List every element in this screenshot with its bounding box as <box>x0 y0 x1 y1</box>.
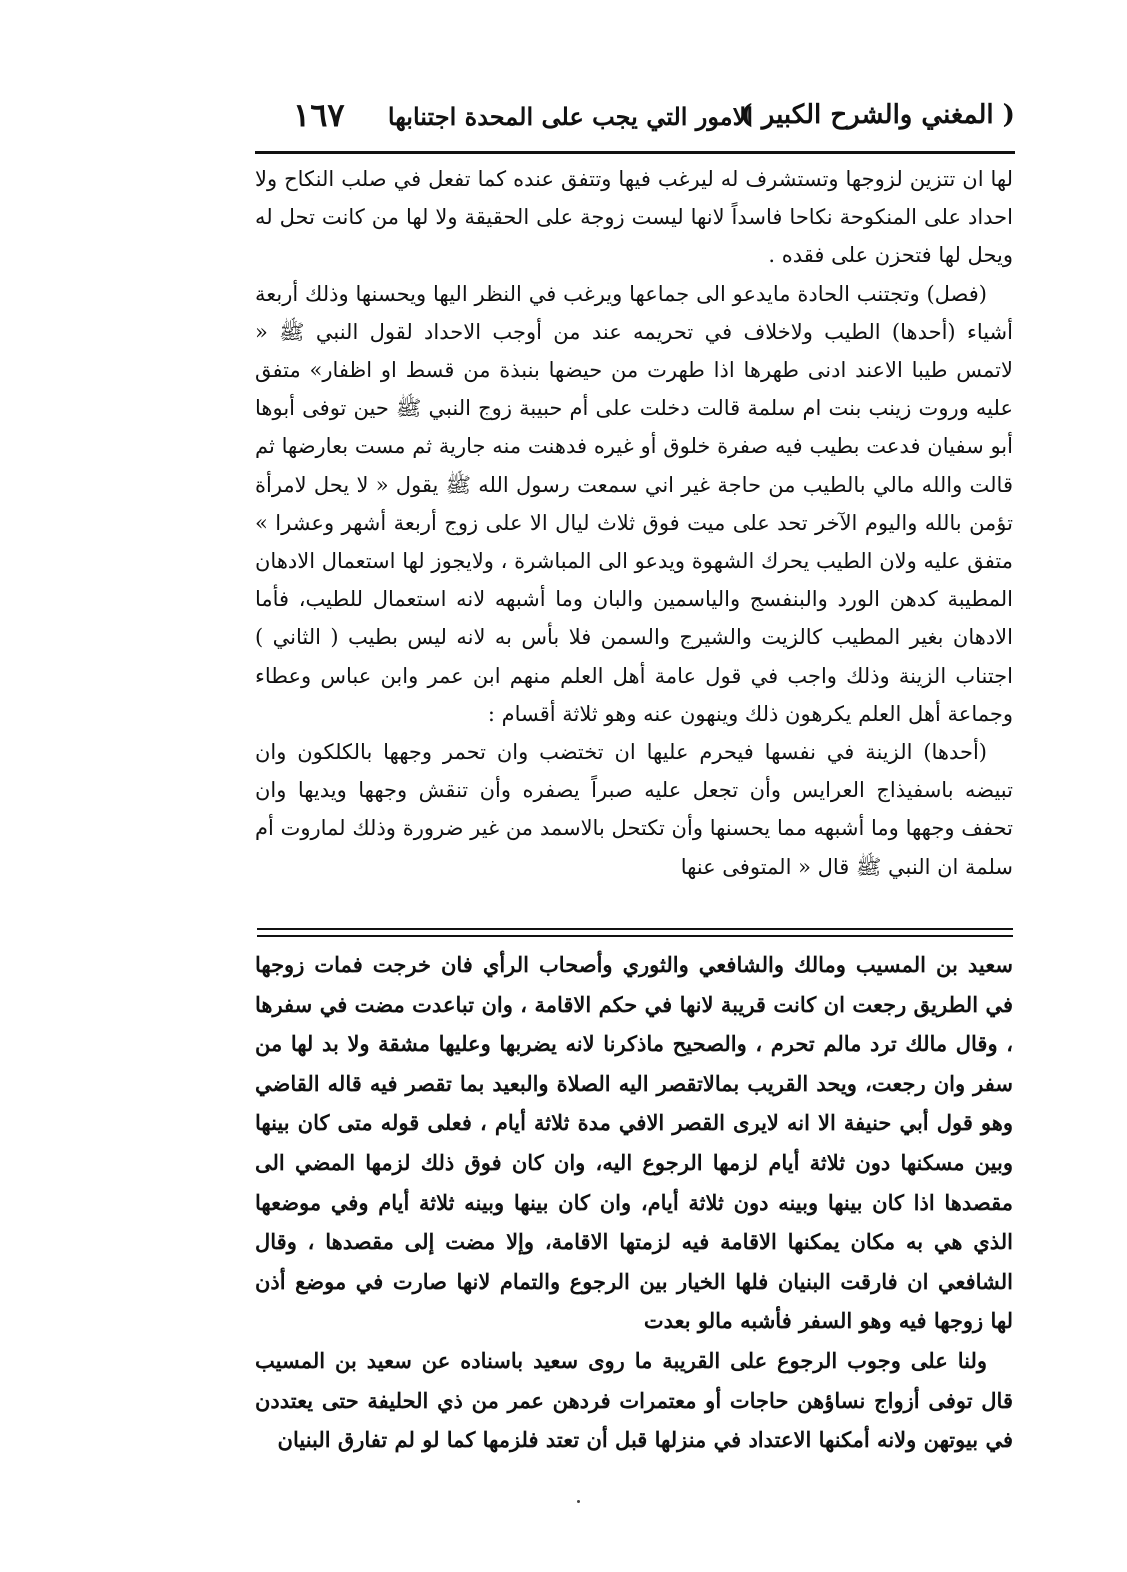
page-header <box>255 92 1015 150</box>
book-title: ( المغني والشرح الكبير ) <box>740 100 1015 130</box>
paper-speck <box>577 1500 580 1503</box>
chapter-title: الامور التي يجب على المحدة اجتنابها <box>387 102 753 131</box>
main-paragraph: لها ان تتزين لزوجها وتستشرف له ليرغب فيها وتتفق عنده كما تفعل في صلب النكاح ولا احداد على المنكوحة نكاحا فاسداً لانها ليست زوجة على الحقيقة ولا لها من كانت تحل له ويحل لها فتحزن على فقده . <box>255 167 1013 268</box>
page-number: ١٦٧ <box>293 96 345 134</box>
main-paragraph: (فصل) وتجتنب الحادة مايدعو الى جماعها ويرغب في النظر اليها ويحسنها وذلك أربعة أشياء (أحدها) الطيب ولاخلاف في تحريمه عند من أوجب الاحداد لقول النبي ﷺ « لاتمس طيبا الاعند ادنى طهرها اذا طهرت من حيضها بنبذة من قسط او اظفار» متفق عليه وروت زينب بنت ام سلمة قالت دخلت على أم حبيبة زوج النبي ﷺ حين توفى أبوها أبو سفيان فدعت بطيب فيه صفرة خلوق أو غيره فدهنت منه جارية ثم مست بعارضها ثم قالت والله مالي بالطيب من حاجة غير اني سمعت رسول الله ﷺ يقول « لا يحل لامرأة تؤمن بالله واليوم الآخر تحد على ميت فوق ثلاث ليال الا على زوج أربعة أشهر وعشرا » متفق عليه ولان الطيب يحرك الشهوة ويدعو الى المباشرة ، ولايجوز لها استعمال الادهان المطيبة كدهن الورد والبنفسج والياسمين والبان وما أشبهه لانه استعمال للطيب، فأما الادهان بغير المطيب كالزيت والشيرج والسمن فلا بأس به لانه ليس بطيب ( الثاني ) اجتناب الزينة وذلك واجب في قول عامة أهل العلم منهم ابن عمر وابن عباس وعطاء وجماعة أهل العلم يكرهون ذلك وينهون عنه وهو ثلاثة أقسام : <box>255 281 1013 726</box>
main-paragraph: (أحدها) الزينة في نفسها فيحرم عليها ان تختضب وان تحمر وجهها بالكلكون وان تبيضه باسفيذاج العرايس وأن تجعل عليه صبراً يصفره وأن تنقش وجهها ويديها وان تحفف وجهها وما أشبهه مما يحسنها وأن تكتحل بالاسمد من غير ضرورة وذلك لماروت أم سلمة ان النبي ﷺ قال « المتوفى عنها <box>255 740 1013 879</box>
main-text <box>255 160 1013 886</box>
header-rule <box>255 151 1015 154</box>
footnote-paragraph: سعيد بن المسيب ومالك والشافعي والثوري وأصحاب الرأي فان خرجت فمات زوجها في الطريق رجعت ان كانت قريبة لانها في حكم الاقامة ، وان تباعدت مضت في سفرها ، وقال مالك ترد مالم تحرم ، والصحيح ماذكرنا لانه يضربها وعليها مشقة ولا بد لها من سفر وان رجعت، ويحد القريب بمالاتقصر اليه الصلاة والبعيد بما تقصر فيه قاله القاضي وهو قول أبي حنيفة الا انه لايرى القصر الافي مدة ثلاثة أيام ، فعلى قوله متى كان بينها وبين مسكنها دون ثلاثة أيام لزمها الرجوع اليه، وان كان فوق ذلك لزمها المضي الى مقصدها اذا كان بينها وبينه دون ثلاثة أيام، وان كان بينها وبينه ثلاثة أيام وفي موضعها الذي هي به مكان يمكنها الاقامة فيه لزمتها الاقامة، وإلا مضت إلى مقصدها ، وقال الشافعي ان فارقت البنيان فلها الخيار بين الرجوع والتمام لانها صارت في موضع أذن لها زوجها فيه وهو السفر فأشبه مالو بعدت <box>255 952 1013 1334</box>
footnote-paragraph: ولنا على وجوب الرجوع على القريبة ما روى سعيد باسناده عن سعيد بن المسيب قال توفى أزواج نساؤهن حاجات أو معتمرات فردهن عمر من ذي الحليفة حتى يعتددن في بيوتهن ولانه أمكنها الاعتداد في منزلها قبل أن تعتد فلزمها كما لو لم تفارق البنيان <box>255 1347 1013 1453</box>
footnote-divider-bottom <box>257 935 1013 937</box>
footnote-text <box>255 945 1013 1460</box>
footnote-divider-top <box>257 928 1013 930</box>
